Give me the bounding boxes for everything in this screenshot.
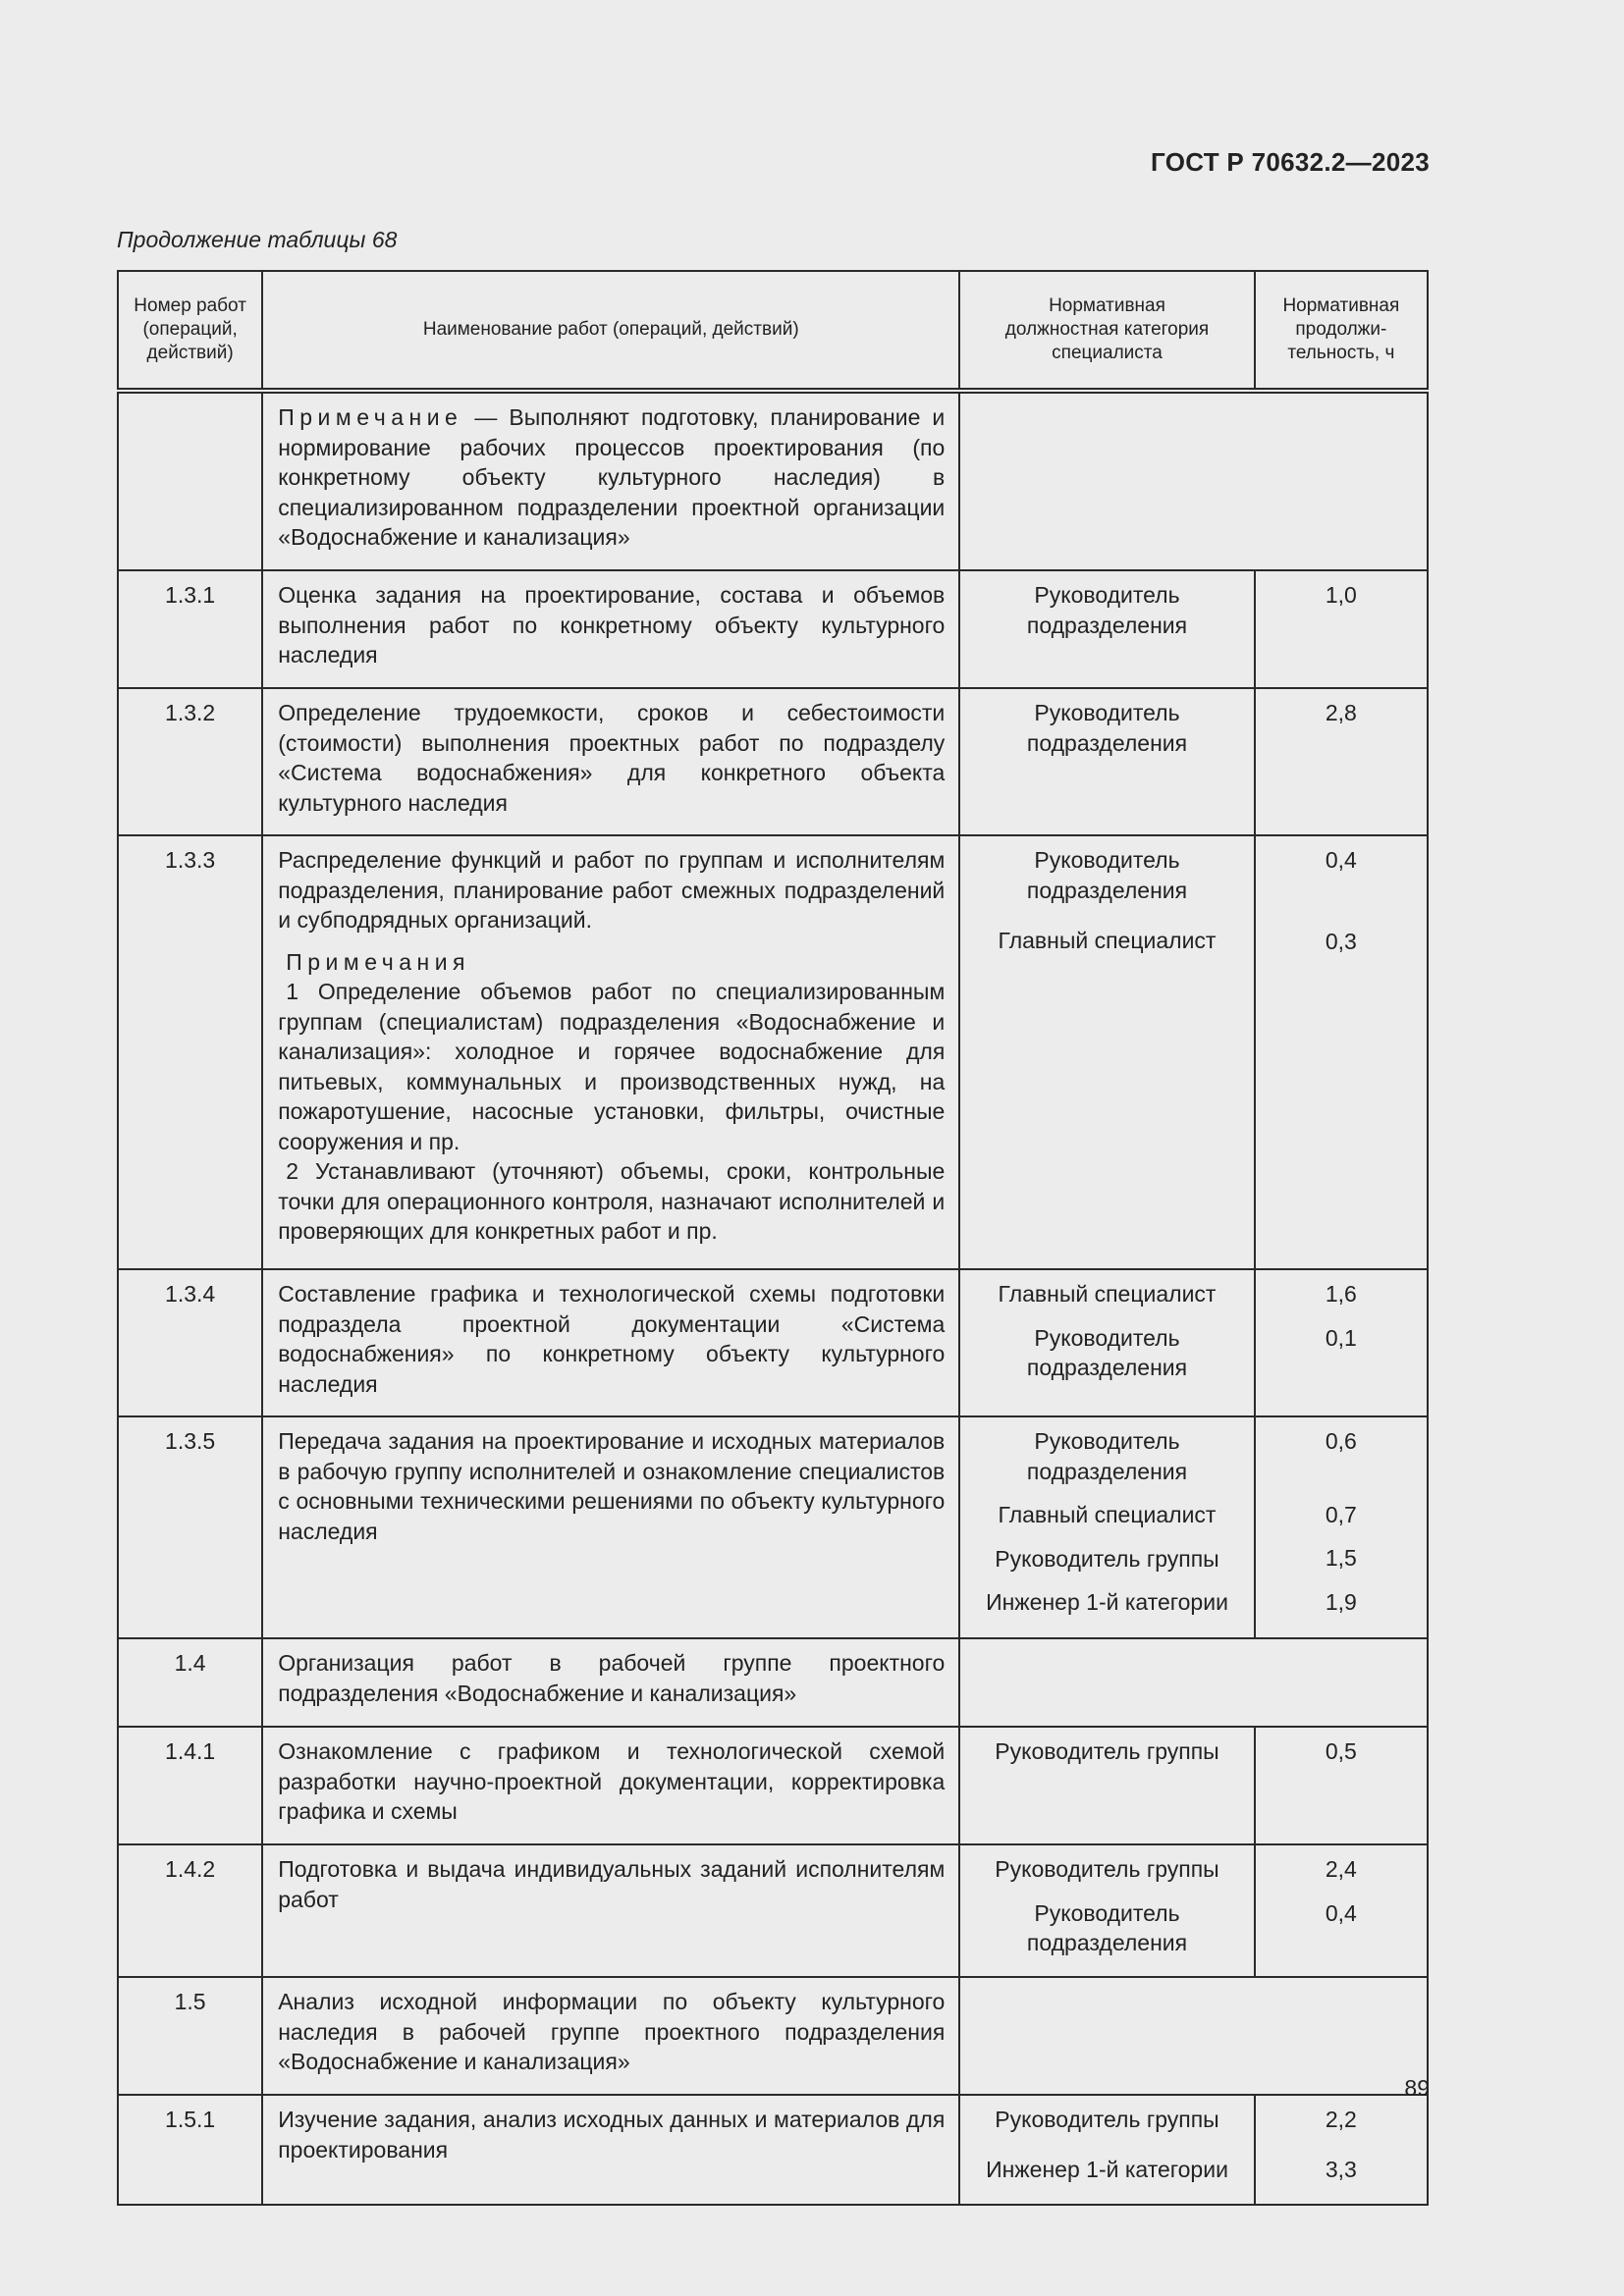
cell-category: Руководитель подразделения Главный специалист	[959, 835, 1254, 1269]
table-row	[118, 570, 1428, 688]
cell-duration: 2,2 3,3	[1255, 2095, 1428, 2205]
note-prefix: Примечание	[278, 404, 463, 430]
cell-name: Ознакомление с графиком и технологической схемой разработки научно-проектной документации, корректировка графика и схемы	[262, 1727, 959, 1844]
cell-name	[262, 391, 959, 570]
cell-duration: 0,6 0,7 1,5 1,9	[1255, 1416, 1428, 1638]
cell-name: Передача задания на проектирование и исходных материалов в рабочую группу исполнителей и ознакомление специалистов с основными техническими решениями по объекту культурного наследия	[262, 1416, 959, 1638]
cell-category: Руководитель подразделения Главный специалист Руководитель группы Инженер 1-й категории	[959, 1416, 1254, 1638]
table-row	[118, 688, 1428, 835]
col-header-category: Нормативная должностная категория специалиста	[959, 271, 1254, 391]
cell-duration: 1,6 0,1	[1255, 1269, 1428, 1416]
col-header-number: Номер работ (операций, действий)	[118, 271, 262, 391]
cell-number: 1.5.1	[118, 2095, 262, 2205]
cell-number: 1.3.1	[118, 570, 262, 688]
table-continuation-label: Продолжение таблицы 68	[117, 227, 398, 252]
table-row	[118, 835, 1428, 1269]
cell-number	[118, 391, 262, 570]
cell-number: 1.4.1	[118, 1727, 262, 1844]
col-header-name: Наименование работ (операций, действий)	[262, 271, 959, 391]
cell-category: Руководитель подразделения	[959, 570, 1254, 688]
cell-category: Главный специалист Руководитель подразделения	[959, 1269, 1254, 1416]
table-row	[118, 1844, 1428, 1977]
cell-name: Составление графика и технологической схемы подготовки подраздела проектной документации «Система водоснабжения» по конкретному объекту культурного наследия	[262, 1269, 959, 1416]
cell-number: 1.3.4	[118, 1269, 262, 1416]
cell-duration: 2,4 0,4	[1255, 1844, 1428, 1977]
note-text: — Выполняют подготовку, планирование и нормирование рабочих процессов проектирования (по конкретному объекту культурного наследия) в специализированном подразделении проектной организации «Водоснабжение и канализация»	[278, 404, 946, 550]
row-text: Распределение функций и работ по группам и исполнителям подразделения, планирование работ смежных подразделений и субподрядных организаций.	[278, 847, 946, 933]
cell-category: Руководитель группы	[959, 1727, 1254, 1844]
cell-number: 1.4.2	[118, 1844, 262, 1977]
table-row-note	[118, 391, 1428, 570]
cell-empty	[959, 391, 1428, 570]
cell-number: 1.4	[118, 1638, 262, 1727]
page-number: 89	[1404, 2075, 1430, 2101]
cell-duration: 0,4 0,3	[1255, 835, 1428, 1269]
cell-number: 1.3.2	[118, 688, 262, 835]
cell-number: 1.5	[118, 1977, 262, 2095]
table-header-row	[118, 271, 1428, 391]
cell-duration: 0,5	[1255, 1727, 1428, 1844]
col-header-duration: Нормативная продолжи-тельность, ч	[1255, 271, 1428, 391]
note-item: 1 Определение объемов работ по специализированным группам (специалистам) подразделения «Водоснабжение и канализация»: холодное и горячее водоснабжение для питьевых, коммунальных и производственных нужд, на пожаротушение, насосные установки, фильтры, очистные сооружения и пр.	[278, 979, 946, 1154]
cell-name: Анализ исходной информации по объекту культурного наследия в рабочей группе проектного подразделения «Водоснабжение и канализация»	[262, 1977, 959, 2095]
cell-number: 1.3.5	[118, 1416, 262, 1638]
cell-name: Организация работ в рабочей группе проектного подразделения «Водоснабжение и канализация»	[262, 1638, 959, 1727]
table-row	[118, 1269, 1428, 1416]
cell-category: Руководитель подразделения	[959, 688, 1254, 835]
norms-table	[117, 270, 1429, 2206]
table-row	[118, 1638, 1428, 1727]
document-code: ГОСТ Р 70632.2—2023	[1151, 147, 1430, 177]
cell-name: Оценка задания на проектирование, состава и объемов выполнения работ по конкретному объекту культурного наследия	[262, 570, 959, 688]
cell-empty	[959, 1977, 1428, 2095]
cell-category: Руководитель группы Инженер 1-й категории	[959, 2095, 1254, 2205]
table-row	[118, 1727, 1428, 1844]
note-item: 2 Устанавливают (уточняют) объемы, сроки, контрольные точки для операционного контроля, назначают исполнителей и проверяющих для конкретных работ и пр.	[278, 1158, 946, 1244]
cell-empty	[959, 1638, 1428, 1727]
table-row	[118, 1416, 1428, 1638]
table-row	[118, 2095, 1428, 2205]
cell-name: Подготовка и выдача индивидуальных заданий исполнителям работ	[262, 1844, 959, 1977]
notes-heading: Примечания	[286, 948, 471, 975]
cell-name: Изучение задания, анализ исходных данных и материалов для проектирования	[262, 2095, 959, 2205]
cell-number: 1.3.3	[118, 835, 262, 1269]
cell-name	[262, 835, 959, 1269]
table-row	[118, 1977, 1428, 2095]
cell-category: Руководитель группы Руководитель подразделения	[959, 1844, 1254, 1977]
cell-duration: 2,8	[1255, 688, 1428, 835]
cell-name: Определение трудоемкости, сроков и себестоимости (стоимости) выполнения проектных работ по подразделу «Система водоснабжения» для конкретного объекта культурного наследия	[262, 688, 959, 835]
cell-duration: 1,0	[1255, 570, 1428, 688]
